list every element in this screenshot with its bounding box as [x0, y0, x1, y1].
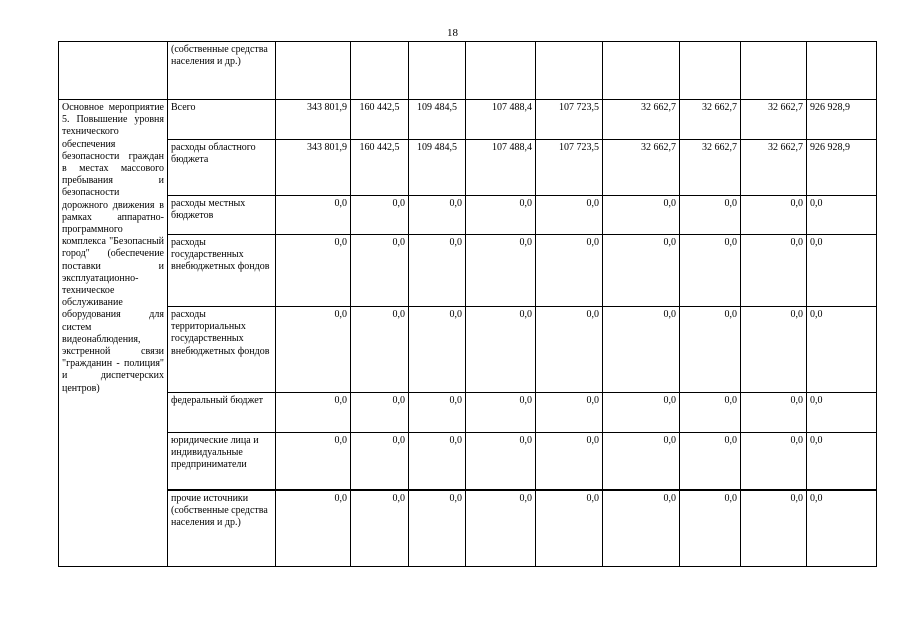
- table-row: [59, 433, 877, 490]
- value-cell: 0,0: [741, 307, 807, 393]
- value-cell: [409, 42, 466, 100]
- value-cell: 0,0: [536, 307, 603, 393]
- value-cell: 0,0: [680, 235, 741, 307]
- value-cell: 0,0: [536, 433, 603, 490]
- value-cell: 0,0: [536, 490, 603, 567]
- value-cell: 343 801,9: [276, 140, 351, 196]
- funding-source-label: федеральный бюджет: [168, 393, 276, 433]
- activity-cell-empty: [59, 42, 168, 100]
- value-cell: 0,0: [536, 196, 603, 235]
- value-cell: [741, 42, 807, 100]
- value-cell: [466, 42, 536, 100]
- value-cell: 0,0: [807, 235, 877, 307]
- value-cell: 32 662,7: [680, 100, 741, 140]
- value-cell: 926 928,9: [807, 140, 877, 196]
- value-cell: 0,0: [351, 235, 409, 307]
- value-cell: 32 662,7: [741, 140, 807, 196]
- value-cell: 0,0: [603, 433, 680, 490]
- value-cell: 0,0: [741, 235, 807, 307]
- value-cell: 0,0: [276, 196, 351, 235]
- value-cell: 0,0: [807, 490, 877, 567]
- value-cell: 0,0: [536, 393, 603, 433]
- value-cell: 0,0: [409, 433, 466, 490]
- value-cell: 0,0: [741, 393, 807, 433]
- funding-source-label: расходы местных бюджетов: [168, 196, 276, 235]
- value-cell: 926 928,9: [807, 100, 877, 140]
- value-cell: 0,0: [351, 433, 409, 490]
- value-cell: 0,0: [466, 307, 536, 393]
- funding-source-label: расходы государственных внебюджетных фондов: [168, 235, 276, 307]
- value-cell: 0,0: [466, 196, 536, 235]
- value-cell: 0,0: [276, 433, 351, 490]
- value-cell: [680, 42, 741, 100]
- value-cell: 0,0: [409, 393, 466, 433]
- value-cell: [536, 42, 603, 100]
- value-cell: 32 662,7: [603, 140, 680, 196]
- table-row: [59, 42, 877, 100]
- value-cell: 0,0: [680, 196, 741, 235]
- value-cell: 0,0: [807, 196, 877, 235]
- value-cell: 0,0: [351, 307, 409, 393]
- value-cell: 107 488,4: [466, 140, 536, 196]
- value-cell: 0,0: [603, 393, 680, 433]
- value-cell: 107 488,4: [466, 100, 536, 140]
- value-cell: 107 723,5: [536, 140, 603, 196]
- value-cell: 0,0: [276, 490, 351, 567]
- value-cell: 0,0: [680, 433, 741, 490]
- value-cell: 0,0: [466, 490, 536, 567]
- table-row: [59, 140, 877, 196]
- value-cell: 0,0: [276, 235, 351, 307]
- value-cell: 0,0: [741, 196, 807, 235]
- value-cell: 160 442,5: [351, 140, 409, 196]
- value-cell: 0,0: [351, 196, 409, 235]
- value-cell: 0,0: [680, 307, 741, 393]
- funding-source-label: Всего: [168, 100, 276, 140]
- funding-source-label: расходы областного бюджета: [168, 140, 276, 196]
- value-cell: 0,0: [603, 490, 680, 567]
- value-cell: 0,0: [741, 433, 807, 490]
- funding-table: [58, 41, 877, 567]
- value-cell: 0,0: [603, 235, 680, 307]
- value-cell: 109 484,5: [409, 140, 466, 196]
- value-cell: 32 662,7: [680, 140, 741, 196]
- value-cell: 160 442,5: [351, 100, 409, 140]
- table-row: [59, 235, 877, 307]
- value-cell: 0,0: [807, 307, 877, 393]
- value-cell: 0,0: [603, 307, 680, 393]
- value-cell: [807, 42, 877, 100]
- value-cell: [603, 42, 680, 100]
- value-cell: 109 484,5: [409, 100, 466, 140]
- value-cell: 0,0: [807, 433, 877, 490]
- value-cell: 0,0: [536, 235, 603, 307]
- table-row: [59, 307, 877, 393]
- value-cell: 0,0: [741, 490, 807, 567]
- value-cell: 32 662,7: [603, 100, 680, 140]
- value-cell: 0,0: [807, 393, 877, 433]
- table-row: [59, 196, 877, 235]
- value-cell: 343 801,9: [276, 100, 351, 140]
- value-cell: 0,0: [276, 307, 351, 393]
- table-row: [59, 490, 877, 567]
- table-row: [59, 100, 877, 140]
- table-row: [59, 393, 877, 433]
- value-cell: 0,0: [409, 196, 466, 235]
- funding-source-label: расходы территориальных государственных внебюджетных фондов: [168, 307, 276, 393]
- value-cell: 0,0: [466, 393, 536, 433]
- value-cell: 0,0: [409, 490, 466, 567]
- value-cell: 0,0: [351, 490, 409, 567]
- funding-source-label: юридические лица и индивидуальные предприниматели: [168, 433, 276, 490]
- value-cell: 107 723,5: [536, 100, 603, 140]
- value-cell: 0,0: [680, 393, 741, 433]
- funding-source-label: (собственные средства населения и др.): [168, 42, 276, 100]
- value-cell: 0,0: [409, 307, 466, 393]
- value-cell: [276, 42, 351, 100]
- value-cell: 0,0: [276, 393, 351, 433]
- value-cell: 0,0: [680, 490, 741, 567]
- value-cell: 0,0: [603, 196, 680, 235]
- page-number: 18: [447, 27, 458, 39]
- value-cell: 32 662,7: [741, 100, 807, 140]
- funding-source-label: прочие источники (собственные средства населения и др.): [168, 490, 276, 567]
- value-cell: 0,0: [466, 235, 536, 307]
- value-cell: 0,0: [409, 235, 466, 307]
- value-cell: [351, 42, 409, 100]
- value-cell: 0,0: [466, 433, 536, 490]
- value-cell: 0,0: [351, 393, 409, 433]
- activity-description: Основное мероприятие 5. Повышение уровня технического обеспечения безопасности граждан в местах массового пребывания и безопасности дорожного движения в рамках аппаратно-программного комплекса "Безопасный город" (обеспечение поставки и эксплуатационно-техническое обслуживание оборудования для систем видеонаблюдения, экстренной связи "гражданин - полиция" и диспетчерских центров): [59, 100, 168, 567]
